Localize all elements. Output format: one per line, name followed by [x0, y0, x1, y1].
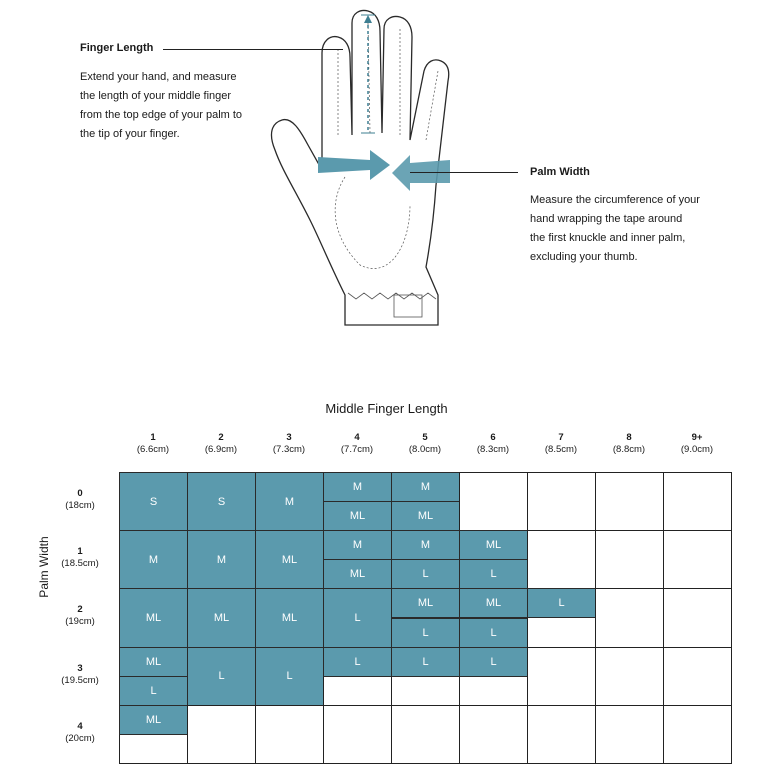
grid-cell [663, 530, 732, 589]
column-header [527, 432, 595, 456]
grid-cell [391, 705, 460, 764]
row-number: 1 [77, 546, 83, 558]
grid-cell [595, 588, 664, 647]
size-label: S [119, 472, 188, 531]
size-label: ML [391, 588, 460, 618]
grid-cell [459, 705, 528, 764]
column-cm: (6.6cm) [136, 444, 170, 455]
column-number: 9+ [691, 432, 703, 443]
column-header [187, 432, 255, 456]
column-number: 3 [286, 432, 292, 443]
palm-width-leader-line [410, 172, 518, 173]
column-header [391, 432, 459, 456]
row-cm: (18.5cm) [61, 558, 99, 570]
column-number: 4 [354, 432, 360, 443]
size-label: L [391, 647, 460, 677]
grid-cell [527, 472, 596, 531]
row-cm: (20cm) [65, 732, 95, 744]
size-label: L [323, 588, 392, 647]
size-label: ML [255, 588, 324, 647]
grid-cell [527, 530, 596, 589]
grid-cell [663, 647, 732, 706]
grid-cell [663, 472, 732, 531]
column-header [323, 432, 391, 456]
size-label: L [459, 618, 528, 648]
column-cm: (8.0cm) [408, 444, 442, 455]
size-label: M [119, 530, 188, 589]
grid-cell [527, 647, 596, 706]
size-label: ML [119, 705, 188, 735]
column-cm: (8.3cm) [476, 444, 510, 455]
size-label: L [187, 647, 256, 706]
row-header [50, 546, 110, 570]
row-header [50, 488, 110, 512]
size-label: L [527, 588, 596, 618]
size-label: ML [459, 530, 528, 560]
column-number: 5 [422, 432, 428, 443]
size-label: L [255, 647, 324, 706]
grid-cell [595, 530, 664, 589]
column-cm: (9.0cm) [680, 444, 714, 455]
size-label: L [391, 618, 460, 648]
grid-cell [663, 588, 732, 647]
column-header [459, 432, 527, 456]
size-label: ML [391, 501, 460, 531]
grid-cell [595, 647, 664, 706]
column-cm: (8.8cm) [612, 444, 646, 455]
size-label: L [459, 559, 528, 589]
column-number: 1 [150, 432, 156, 443]
grid-cell [663, 705, 732, 764]
size-label: ML [255, 530, 324, 589]
grid-cell [323, 705, 392, 764]
column-cm: (6.9cm) [204, 444, 238, 455]
column-header [663, 432, 731, 456]
size-label: ML [187, 588, 256, 647]
column-header [595, 432, 663, 456]
row-number: 2 [77, 604, 83, 616]
grid-cell [459, 472, 528, 531]
size-label: M [391, 530, 460, 560]
row-number: 4 [77, 720, 83, 732]
size-label: L [459, 647, 528, 677]
column-number: 7 [558, 432, 564, 443]
finger-length-leader-line [163, 49, 343, 50]
size-label: L [323, 647, 392, 677]
grid-cell [255, 705, 324, 764]
size-label: L [119, 676, 188, 706]
column-number: 8 [626, 432, 632, 443]
grid-cell [187, 705, 256, 764]
y-axis-title: Palm Width [37, 536, 51, 598]
grid-cell [595, 472, 664, 531]
glove-illustration [260, 5, 470, 335]
x-axis-title: Middle Finger Length [325, 401, 448, 416]
column-number: 6 [490, 432, 496, 443]
row-cm: (19cm) [65, 616, 95, 628]
size-label: M [323, 472, 392, 502]
size-label: ML [119, 588, 188, 647]
size-label: ML [323, 501, 392, 531]
size-label: ML [323, 559, 392, 589]
row-header [50, 721, 110, 745]
column-header [255, 432, 323, 456]
palm-width-title: Palm Width [530, 166, 590, 178]
size-label: M [391, 472, 460, 502]
finger-length-title: Finger Length [80, 42, 154, 54]
grid-cell [595, 705, 664, 764]
row-number: 0 [77, 488, 83, 499]
size-label: L [391, 559, 460, 589]
row-header [50, 663, 110, 687]
column-cm: (7.7cm) [340, 444, 374, 455]
row-cm: (18cm) [65, 500, 95, 511]
column-header [119, 432, 187, 456]
column-cm: (8.5cm) [544, 444, 578, 455]
row-header [50, 604, 110, 628]
size-label: M [187, 530, 256, 589]
size-label: ML [119, 647, 188, 677]
row-cm: (19.5cm) [61, 674, 99, 686]
size-label: M [323, 530, 392, 560]
column-cm: (7.3cm) [272, 444, 306, 455]
palm-width-description: Measure the circumference of your hand wrapping the tape around the first knuckle and inner palm, excluding your thumb. [530, 194, 700, 263]
grid-cell [527, 705, 596, 764]
finger-length-description: Extend your hand, and measure the length of your middle finger from the top edge of your palm to the tip of your finger. [80, 71, 243, 140]
row-number: 3 [77, 662, 83, 674]
size-label: M [255, 472, 324, 531]
size-label: S [187, 472, 256, 531]
column-number: 2 [218, 432, 224, 443]
size-label: ML [459, 588, 528, 618]
